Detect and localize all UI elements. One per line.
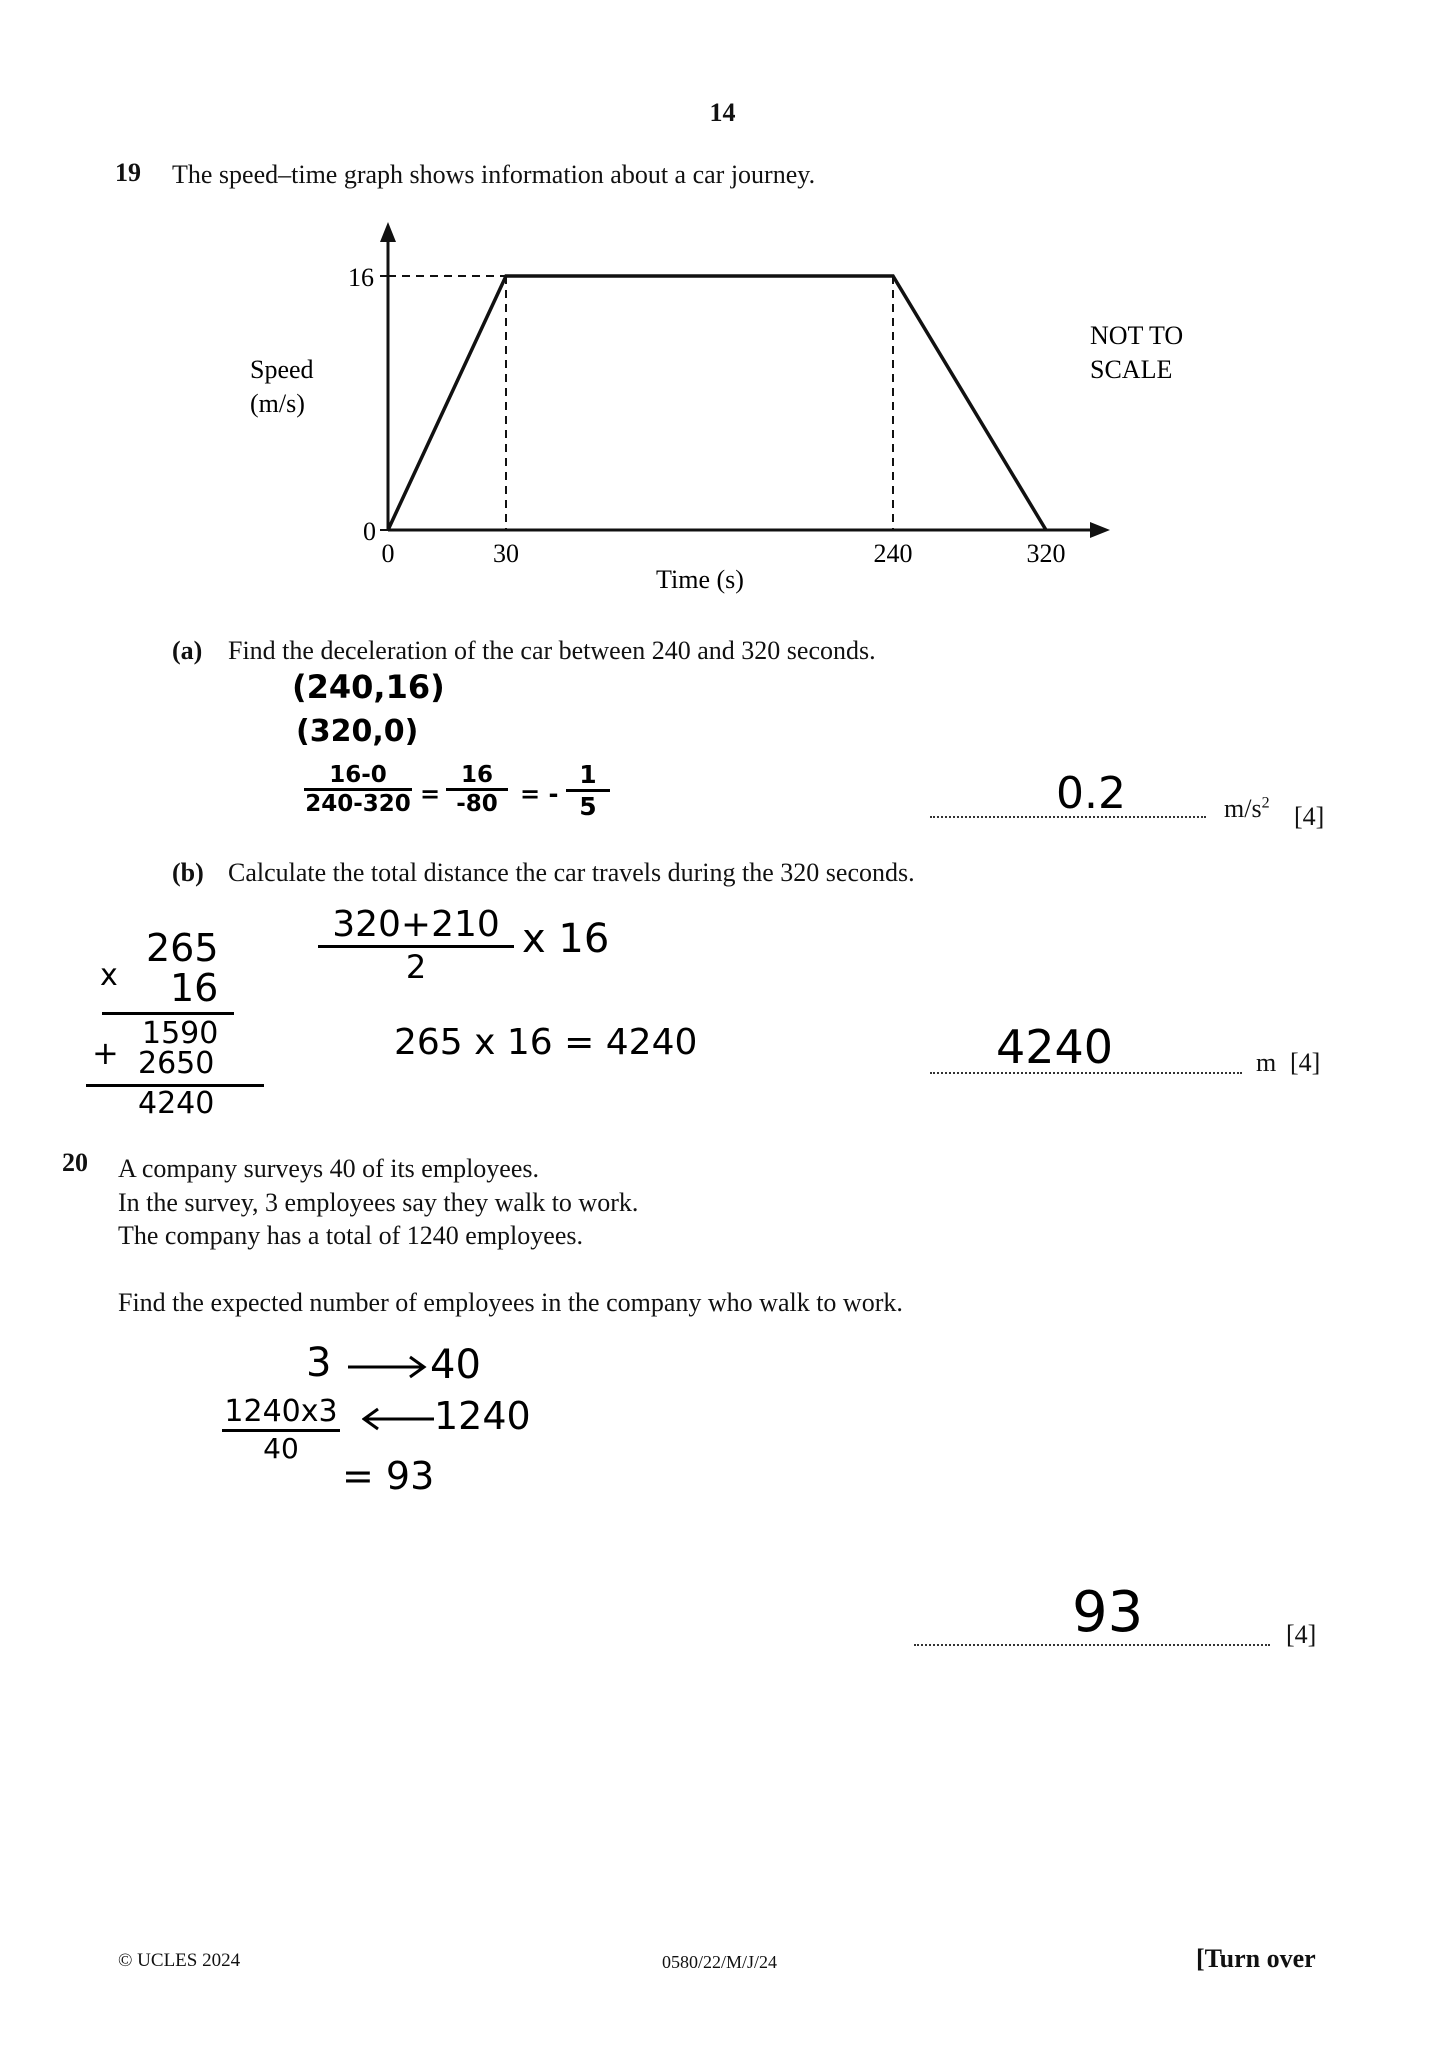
- question-19-stem: The speed–time graph shows information about a car journey.: [172, 160, 816, 189]
- unit-b: m: [1256, 1048, 1277, 1077]
- x-tick-label-240: 240: [873, 539, 913, 568]
- mult-line-1: [102, 1012, 234, 1015]
- q20-working-result: = 93: [342, 1454, 435, 1498]
- unit-a-superscript: 2: [1261, 794, 1270, 812]
- not-to-scale-line2: SCALE: [1090, 355, 1173, 384]
- fraction-1: [304, 762, 412, 817]
- q20-fraction-numerator: 1240x3: [224, 1394, 338, 1429]
- question-20-line-1: A company surveys 40 of its employees.: [118, 1154, 539, 1183]
- trapezium-fraction: [318, 904, 514, 986]
- marks-20: [4]: [1286, 1620, 1317, 1649]
- question-20-line-2: In the survey, 3 employees say they walk to work.: [118, 1188, 639, 1217]
- partial-product-2: 2650: [138, 1046, 215, 1081]
- answer-b[interactable]: 4240: [996, 1020, 1114, 1074]
- answer-20[interactable]: 93: [1072, 1580, 1144, 1645]
- partial-product-1: 1590: [142, 1016, 219, 1051]
- speed-profile-line: [388, 276, 1046, 530]
- fraction-1-numerator: 16-0: [329, 762, 387, 788]
- fraction-1-denominator: 240-320: [305, 791, 411, 817]
- y-axis-title-line1: Speed: [250, 355, 314, 384]
- fraction-2: [446, 762, 508, 817]
- x-tick-label-0: 0: [381, 539, 395, 568]
- trapezium-times-16: x 16: [522, 916, 610, 962]
- y-tick-label-0: 0: [363, 517, 376, 546]
- q20-fraction-denominator: 40: [263, 1432, 299, 1465]
- working-point-2: (320,0): [296, 714, 419, 749]
- question-20-number: 20: [62, 1148, 88, 1177]
- part-a-text: Find the deceleration of the car between 240 and 320 seconds.: [228, 636, 876, 665]
- q20-working-40: 40: [430, 1342, 481, 1388]
- footer-turn-over: [Turn over: [1196, 1944, 1316, 1973]
- not-to-scale-line1: NOT TO: [1090, 321, 1184, 350]
- fraction-3-numerator: 1: [579, 760, 597, 789]
- working-b-line-2: 265 x 16 = 4240: [394, 1022, 698, 1063]
- x-axis-title: Time (s): [656, 565, 744, 594]
- mult-result: 4240: [138, 1086, 215, 1121]
- q20-working-3: 3: [306, 1340, 332, 1386]
- equals-1: =: [420, 780, 441, 808]
- equals-minus: = -: [520, 780, 559, 808]
- y-axis-title-line2: (m/s): [250, 389, 305, 418]
- fraction-2-numerator: 16: [460, 762, 493, 788]
- unit-a-base: m/s: [1224, 794, 1262, 823]
- working-point-1: (240,16): [292, 668, 445, 706]
- unit-a: [1224, 794, 1270, 824]
- right-arrow-icon: [346, 1348, 430, 1384]
- marks-b: [4]: [1290, 1048, 1321, 1077]
- y-axis-arrow: [380, 222, 396, 242]
- plus-sign: +: [92, 1034, 119, 1072]
- part-b-text: Calculate the total distance the car travels during the 320 seconds.: [228, 858, 915, 887]
- footer-copyright: © UCLES 2024: [118, 1950, 241, 1971]
- part-a-label: (a): [172, 636, 203, 665]
- trapezium-numerator: 320+210: [332, 904, 500, 945]
- question-20-question: Find the expected number of employees in the company who walk to work.: [118, 1288, 903, 1317]
- footer-paper-code: 0580/22/M/J/24: [662, 1952, 778, 1972]
- left-arrow-icon: [362, 1402, 434, 1436]
- x-tick-label-30: 30: [493, 539, 519, 568]
- x-axis-arrow: [1090, 522, 1110, 538]
- y-tick-label-16: 16: [348, 263, 374, 292]
- mult-sign: x: [100, 958, 118, 993]
- fraction-3-denominator: 5: [579, 792, 597, 821]
- part-b-label: (b): [172, 858, 204, 887]
- mult-top-number: 265: [146, 926, 219, 970]
- mult-second-number: 16: [170, 966, 219, 1010]
- fraction-3: [566, 760, 610, 821]
- speed-time-graph: [0, 0, 1445, 620]
- question-20-line-3: The company has a total of 1240 employees.: [118, 1221, 583, 1250]
- fraction-2-denominator: -80: [456, 791, 498, 817]
- question-19-number: 19: [115, 158, 141, 187]
- page-number: 14: [709, 98, 736, 127]
- x-tick-label-320: 320: [1026, 539, 1066, 568]
- marks-a: [4]: [1294, 802, 1325, 831]
- trapezium-denominator: 2: [405, 948, 427, 986]
- answer-a[interactable]: 0.2: [1056, 768, 1126, 819]
- q20-fraction: [222, 1394, 340, 1465]
- q20-working-1240: 1240: [434, 1394, 531, 1438]
